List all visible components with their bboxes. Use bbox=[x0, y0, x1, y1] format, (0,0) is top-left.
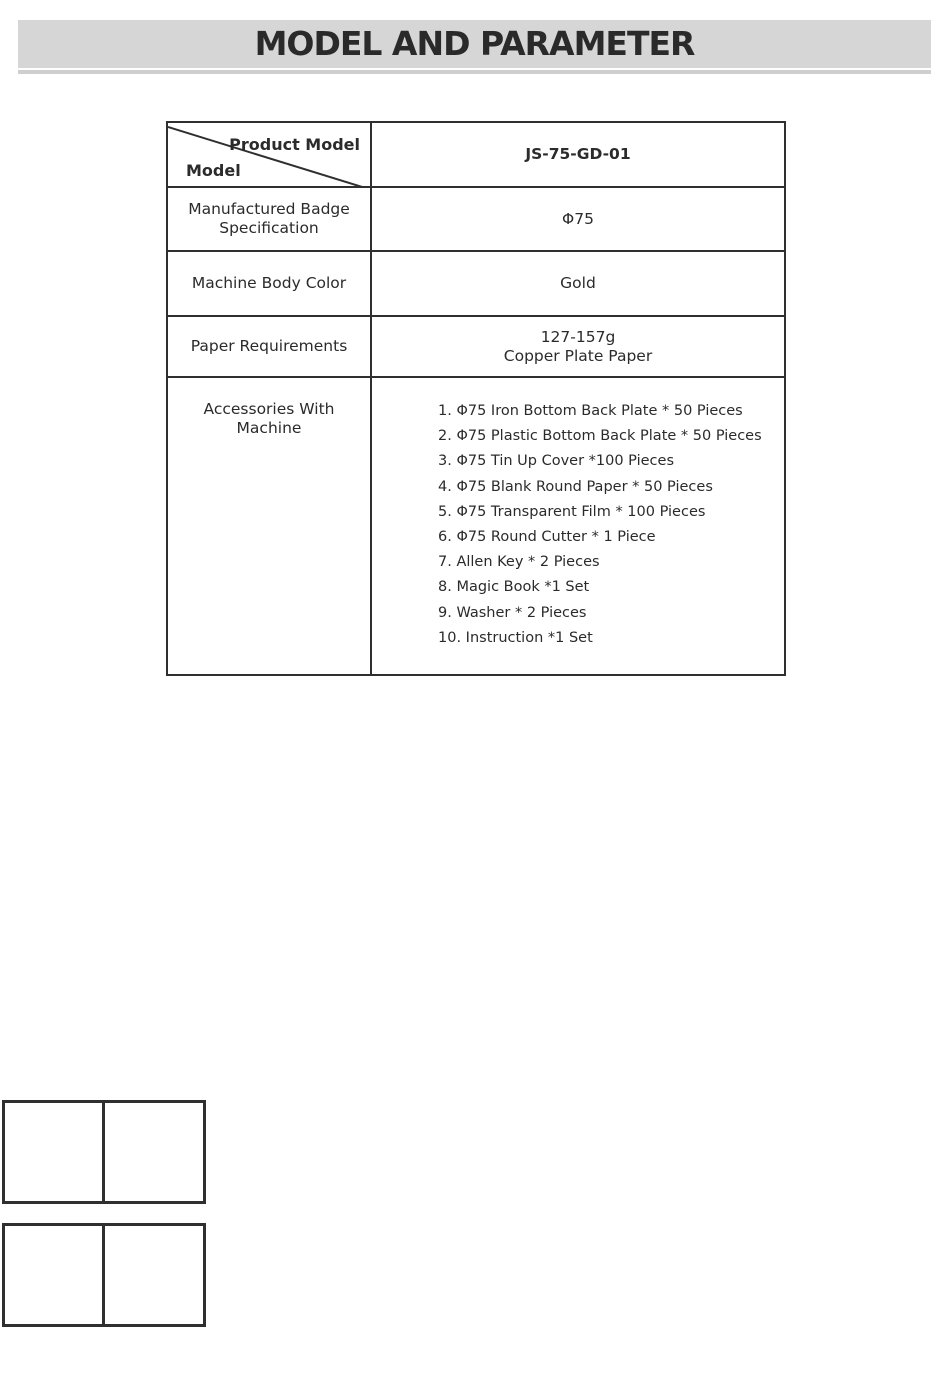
diagonal-header-cell bbox=[167, 122, 371, 187]
title-band bbox=[18, 20, 931, 68]
list-item: 8. Magic Book *1 Set bbox=[438, 579, 590, 596]
row-value-line: 127-157g bbox=[540, 327, 616, 346]
row-label-line: Specification bbox=[219, 219, 319, 237]
title-underline bbox=[18, 70, 931, 74]
list-item: 5. Φ75 Transparent Film * 100 Pieces bbox=[438, 503, 706, 520]
parameter-table bbox=[166, 121, 786, 676]
accessories-label-line: Machine bbox=[236, 419, 302, 437]
accessories-label bbox=[167, 377, 371, 675]
product-model-label: Product Model bbox=[229, 135, 360, 154]
table-header-row bbox=[167, 122, 785, 187]
table-row bbox=[167, 251, 785, 316]
accessories-list bbox=[438, 399, 784, 651]
list-item: 10. Instruction *1 Set bbox=[438, 629, 593, 646]
list-item: 1. Φ75 Iron Bottom Back Plate * 50 Pieces bbox=[438, 403, 743, 419]
list-item: 4. Φ75 Blank Round Paper * 50 Pieces bbox=[438, 478, 713, 495]
row-value: Φ75 bbox=[371, 187, 785, 251]
list-item: 6. Φ75 Round Cutter * 1 Piece bbox=[438, 528, 656, 545]
accessories-label-line: Accessories With bbox=[203, 400, 335, 418]
row-label-line: Manufactured Badge bbox=[188, 200, 350, 218]
table-row bbox=[167, 187, 785, 251]
accessories-cell bbox=[371, 377, 785, 675]
model-value: JS-75-GD-01 bbox=[371, 122, 785, 187]
list-item: 3. Φ75 Tin Up Cover *100 Pieces bbox=[438, 453, 675, 470]
model-label: Model bbox=[186, 161, 241, 180]
row-label: Paper Requirements bbox=[167, 316, 371, 377]
list-item: 9. Washer * 2 Pieces bbox=[438, 604, 587, 621]
corner-box-top-divider bbox=[102, 1100, 105, 1204]
row-label bbox=[167, 187, 371, 251]
row-label: Machine Body Color bbox=[167, 251, 371, 316]
page-title: MODEL AND PARAMETER bbox=[254, 24, 695, 63]
corner-box-bottom-divider bbox=[102, 1223, 105, 1327]
list-item: 7. Allen Key * 2 Pieces bbox=[438, 554, 600, 571]
row-value: Gold bbox=[371, 251, 785, 316]
accessories-row bbox=[167, 377, 785, 675]
row-value-line: Copper Plate Paper bbox=[503, 346, 653, 365]
row-value bbox=[371, 316, 785, 377]
table-row bbox=[167, 316, 785, 377]
list-item: 2. Φ75 Plastic Bottom Back Plate * 50 Pieces bbox=[438, 428, 762, 445]
